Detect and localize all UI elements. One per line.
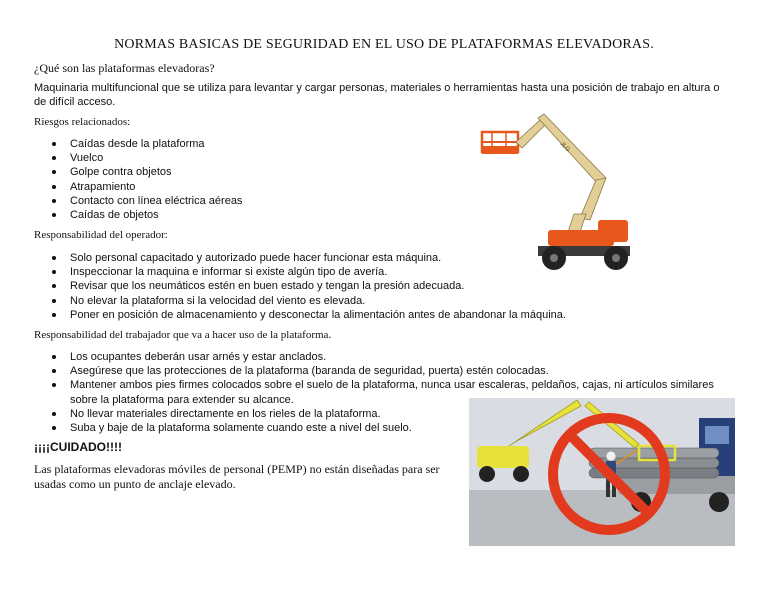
basket-icon [482,132,518,154]
list-item: No llevar materiales directamente en los rieles de la plataforma. [34,407,470,421]
risks-heading: Riesgos relacionados: [34,116,131,128]
list-item: Asegúrese que las protecciones de la plataforma (baranda de seguridad, puerta) estén colocadas. [34,364,734,378]
warning-note: Las plataformas elevadoras móviles de personal (PEMP) no están diseñadas para ser usadas como un punto de anclaje elevado. [34,462,440,491]
risks-list [34,137,474,222]
list-item: Mantener ambos pies firmes colocados sobre el suelo de la plataforma, nunca usar escaleras, peldaños, cajas, ni artículos similares sobre la plataforma para extender su alcance. [34,378,734,406]
boom-lift-illustration [478,102,648,274]
question-heading: ¿Qué son las plataformas elevadoras? [34,61,215,75]
intro-paragraph: Maquinaria multifuncional que se utiliza para levantar y cargar personas, materiales o herramientas hasta una posición de trabajo en altura o de difícil acceso. [34,82,720,108]
list-item: Los ocupantes deberán usar arnés y estar anclados. [34,350,734,364]
svg-text:JLG: JLG [558,141,571,154]
list-item: Atrapamiento [34,180,474,194]
list-item: Revisar que los neumáticos estén en buen estado y tengan la presión adecuada. [34,279,734,293]
list-item: Caídas de objetos [34,208,474,222]
warning-heading: ¡¡¡¡CUIDADO!!!! [34,440,122,454]
list-item: No elevar la plataforma si la velocidad del viento es elevada. [34,294,734,308]
worker-heading: Responsabilidad del trabajador que va a hacer uso de la plataforma. [34,329,332,341]
document-title: NORMAS BASICAS DE SEGURIDAD EN EL USO DE PLATAFORMAS ELEVADORAS. [114,37,654,52]
list-item: Contacto con línea eléctrica aéreas [34,194,474,208]
operator-heading: Responsabilidad del operador: [34,229,168,241]
list-item: Poner en posición de almacenamiento y desconectar la alimentación antes de abandonar la máquina. [34,308,734,322]
list-item: Caídas desde la plataforma [34,137,474,151]
list-item: Vuelco [34,151,474,165]
list-item: Suba y baje de la plataforma solamente cuando este a nivel del suelo. [34,421,470,435]
list-item: Golpe contra objetos [34,165,474,179]
list-item: Solo personal capacitado y autorizado puede hacer funcionar esta máquina. [34,251,734,265]
prohibited-anchoring-illustration [469,398,735,546]
list-item: Inspeccionar la maquina e informar si existe algún tipo de avería. [34,265,734,279]
